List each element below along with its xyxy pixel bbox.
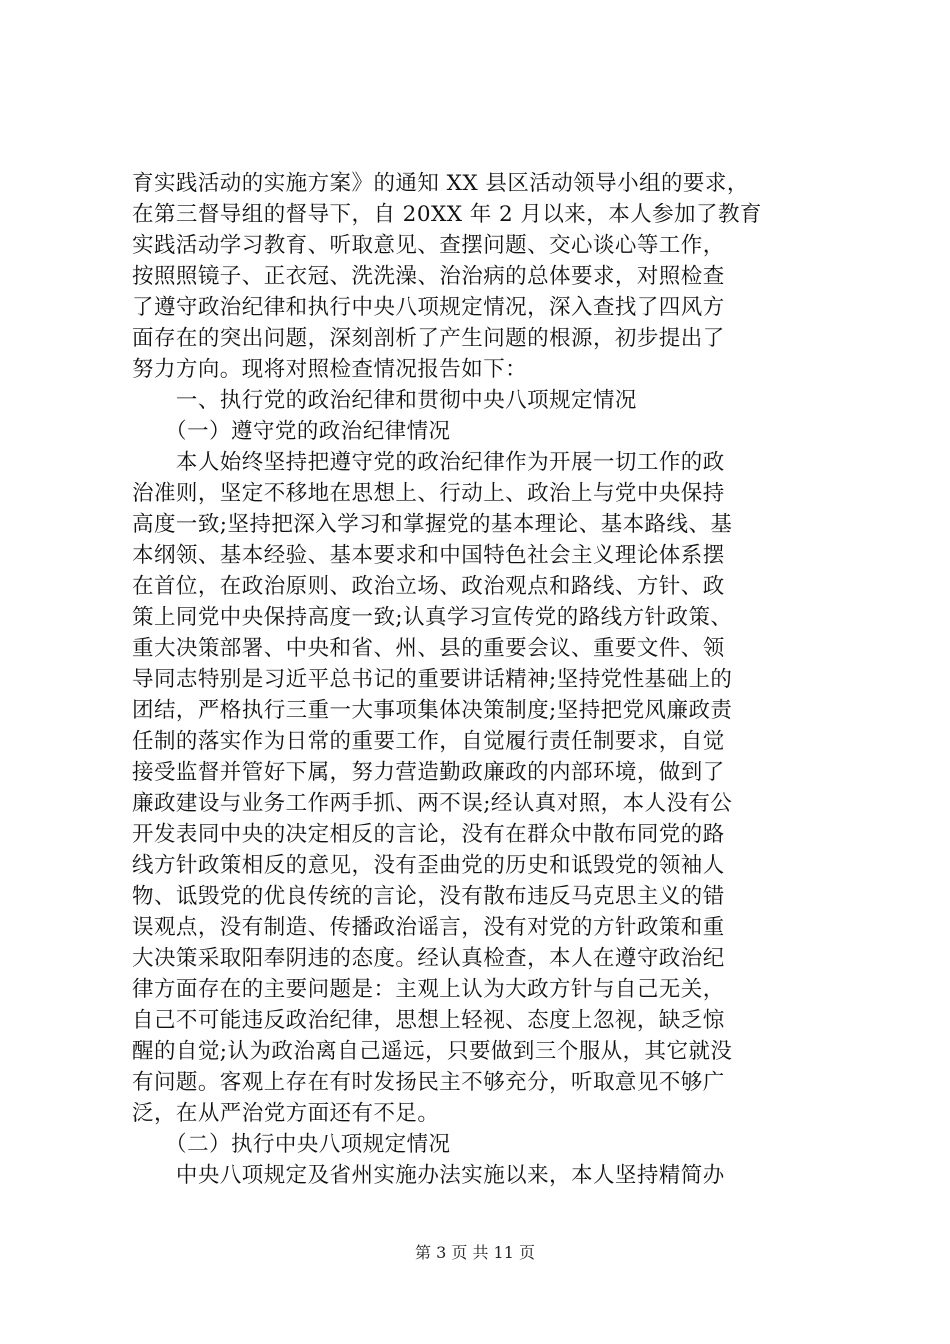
text-line: 导同志特别是习近平总书记的重要讲话精神;坚持党性基础上的 bbox=[132, 667, 733, 692]
text-line: 中央八项规定及省州实施办法实施以来，本人坚持精简办 bbox=[132, 1163, 725, 1188]
text-line: 泛，在从严治党方面还有不足。 bbox=[132, 1101, 440, 1126]
text-line: 面存在的突出问题，深刻剖析了产生问题的根源，初步提出了 bbox=[132, 326, 725, 351]
text-line: 了遵守政治纪律和执行中央八项规定情况，深入查找了四风方 bbox=[132, 295, 725, 320]
text-line: 物、诋毁党的优良传统的言论，没有散布违反马克思主义的错 bbox=[132, 884, 725, 909]
text-line: 重大决策部署、中央和省、州、县的重要会议、重要文件、领 bbox=[132, 636, 725, 661]
text-line: 按照照镜子、正衣冠、洗洗澡、治治病的总体要求，对照检查 bbox=[132, 264, 725, 289]
text-line: 本纲领、基本经验、基本要求和中国特色社会主义理论体系摆 bbox=[132, 543, 725, 568]
text-line: 本人始终坚持把遵守党的政治纪律作为开展一切工作的政 bbox=[132, 450, 725, 475]
text-line: 线方针政策相反的意见，没有歪曲党的历史和诋毁党的领袖人 bbox=[132, 853, 725, 878]
text-line: 廉政建设与业务工作两手抓、两不误;经认真对照，本人没有公 bbox=[132, 791, 733, 816]
section-heading: 一、执行党的政治纪律和贯彻中央八项规定情况 bbox=[132, 388, 637, 413]
text-line: 接受监督并管好下属，努力营造勤政廉政的内部环境，做到了 bbox=[132, 760, 725, 785]
text-line: 在第三督导组的督导下，自 20XX 年 2 月以来，本人参加了教育 bbox=[132, 202, 762, 227]
text-line: 有问题。客观上存在有时发扬民主不够充分，听取意见不够广 bbox=[132, 1070, 725, 1095]
text-line: 努力方向。现将对照检查情况报告如下： bbox=[132, 357, 528, 382]
text-line: 团结，严格执行三重一大事项集体决策制度;坚持把党风廉政责 bbox=[132, 698, 733, 723]
subsection-heading: （一）遵守党的政治纪律情况 bbox=[132, 419, 451, 444]
text-line: 策上同党中央保持高度一致;认真学习宣传党的路线方针政策、 bbox=[132, 605, 733, 630]
page-number-footer: 第 3 页 共 11 页 bbox=[415, 1243, 535, 1262]
text-line: 实践活动学习教育、听取意见、查摆问题、交心谈心等工作， bbox=[132, 233, 725, 258]
text-line: 高度一致;坚持把深入学习和掌握党的基本理论、基本路线、基 bbox=[132, 512, 733, 537]
text-line: 开发表同中央的决定相反的言论，没有在群众中散布同党的路 bbox=[132, 822, 725, 847]
subsection-heading: （二）执行中央八项规定情况 bbox=[132, 1132, 451, 1157]
text-line: 在首位，在政治原则、政治立场、政治观点和路线、方针、政 bbox=[132, 574, 725, 599]
text-line: 任制的落实作为日常的重要工作，自觉履行责任制要求，自觉 bbox=[132, 729, 725, 754]
text-line: 醒的自觉;认为政治离自己遥远，只要做到三个服从，其它就没 bbox=[132, 1039, 733, 1064]
text-line: 治准则，坚定不移地在思想上、行动上、政治上与党中央保持 bbox=[132, 481, 725, 506]
text-line: 律方面存在的主要问题是：主观上认为大政方针与自己无关， bbox=[132, 977, 725, 1002]
text-line: 误观点，没有制造、传播政治谣言，没有对党的方针政策和重 bbox=[132, 915, 725, 940]
text-line: 大决策采取阳奉阴违的态度。经认真检查，本人在遵守政治纪 bbox=[132, 946, 725, 971]
text-line: 自己不可能违反政治纪律，思想上轻视、态度上忽视，缺乏惊 bbox=[132, 1008, 725, 1033]
text-line: 育实践活动的实施方案》的通知 XX 县区活动领导小组的要求， bbox=[132, 171, 749, 196]
document-body bbox=[132, 168, 832, 1191]
